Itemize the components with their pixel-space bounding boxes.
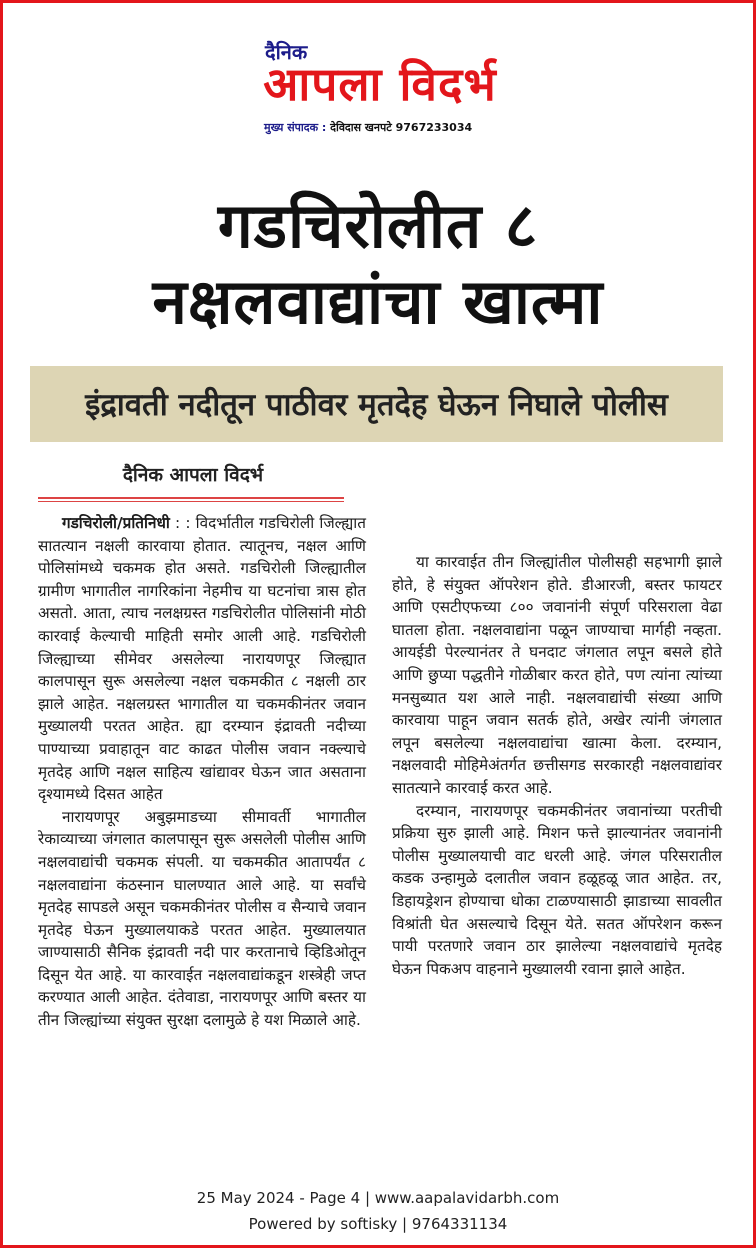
editor-name: देविदास खनपटे 9767233034	[330, 121, 473, 134]
article-paragraph	[38, 512, 366, 806]
subheadline-bar	[30, 366, 723, 442]
masthead-top-word: दैनिक	[265, 40, 308, 64]
article-paragraph-2: नारायणपूर अबुझमाडच्या सीमावर्ती भागातील रेकाव्याच्या जंगलात कालपासून सुरू असलेली पोलीस आणि नक्षलवाद्यांची चकमक संपली. या चकमकीत आतापर्यंत ८ नक्षलवाद्यांना कंठस्नान घालण्यात आले आहे. या सर्वांचे मृतदेह सापडले असून चकमकीनंतर पोलीस व सैन्याचे जवान मृतदेह घेऊन मुख्यालयाकडे परतत आहेत. मुख्यालयात जाण्यासाठी सैनिक इंद्रावती नदी पार करतानाचे व्हिडिओतून दिसून येत आहे. या कारवाईत नक्षलवाद्यांकडून शस्त्रेही जप्त करण्यात आली आहेत. दंतेवाडा, नारायणपूर आणि बस्तर या तीन जिल्ह्यांच्या संयुक्त सुरक्षा दलामुळे हे यश मिळाले आहे.	[38, 807, 366, 1030]
byline-divider-thin	[38, 501, 344, 502]
masthead-editor	[264, 120, 472, 135]
footer	[0, 1185, 756, 1237]
dateline: गडचिरोली/प्रतिनिधी	[62, 514, 170, 532]
article-paragraph-3: या कारवाईत तीन जिल्ह्यांतील पोलीसही सहभागी झाले होते, हे संयुक्त ऑपरेशन होते. डीआरजी, बस्तर फायटर आणि एसटीएफच्या ८०० जवानांनी संपूर्ण परिसराला वेढा घातला होता. नक्षलवाद्यांना पळून जाण्याचा मार्गही नव्हता. आयईडी पेरल्यानंतर ते घनदाट जंगलात लपून बसले होते आणि छुप्या पद्धतीने गोळीबार करत होते, पण त्यांना त्यांच्या मनसुब्यात यश आले नाही. नक्षलवाद्यांची संख्या आणि कारवाया पाहून जवान सतर्क होते, अखेर त्यांनी जंगलात लपून बसलेल्या नक्षलवाद्यांचा खात्मा केला. दरम्यान, नक्षलवादी मोहिमेअंतर्गत छत्तीसगड सरकारही नक्षलवाद्यांवर सातत्याने कारवाई करत आहे.	[392, 553, 722, 797]
article-column-left	[38, 512, 366, 1032]
byline: दैनिक आपला विदर्भ	[122, 464, 264, 486]
editor-label: मुख्य संपादक :	[264, 121, 327, 134]
paragraph-1-text: : : विदर्भातील गडचिरोली जिल्ह्यात सातत्यान नक्षली कारवाया होतात. त्यातूनच, नक्षल आणि पोलिसांमध्ये चकमक होत असते. गडचिरोली जिल्ह्यातील ग्रामीण भागातील नागरिकांना नेहमीच या घटनांचा त्रास होत असतो. आता, त्याच नलक्षग्रस्त गडचिरोलीत पोलिसांनी मोठी कारवाई केल्याची माहिती समोर आली आहे. गडचिरोली जिल्ह्याच्या सीमेवर असलेल्या नारायणपूर जिल्ह्यात कालपासून सुरू असलेल्या नक्षल चकमकीत ८ नक्षली ठार झाले आहेत. नक्षलग्रस्त भागातील या चकमकीनंतर जवान मुख्यालयी परतत आहेत. ह्या दरम्यान इंद्रावती नदीच्या पाण्याच्या प्रवाहातून वाट काढत पोलीस जवान नक्ल्याचे मृतदेह आणि नक्षल साहित्य खांद्यावर घेऊन जात असताना दृश्यामध्ये दिसत आहेत	[38, 514, 366, 804]
byline-divider	[38, 497, 344, 499]
subheadline: इंद्रावती नदीतून पाठीवर मृतदेह घेऊन निघाले पोलीस	[85, 387, 668, 423]
footer-powered-by: Powered by softisky | 9764331134	[248, 1215, 508, 1233]
headline	[20, 188, 736, 340]
headline-line-1: गडचिरोलीत ८	[217, 189, 539, 262]
headline-line-2: नक्षलवाद्यांचा खात्मा	[152, 265, 604, 338]
article-paragraph-4: दरम्यान, नारायणपूर चकमकीनंतर जवानांच्या परतीची प्रक्रिया सुरु झाली आहे. मिशन फत्ते झाल्यानंतर जवानांनी पोलीस मुख्यालयाची वाट धरली आहे. जंगल परिसरातील कडक उन्हामुळे दलातील जवान हळूहळू जात आहेत. तर, डिहायड्रेशन होण्याचा धोका टाळण्यासाठी झाडाच्या सावलीत विश्रांती घेत असल्याचे दिसून येते. सतत ऑपरेशन करून पायी परतणारे जवान ठार झालेल्या नक्षलवाद्यांचे मृतदेह घेऊन पिकअप वाहनाने मुख्यालयी रवाना झाले आहेत.	[392, 801, 722, 978]
footer-date-page-url: 25 May 2024 - Page 4 | www.aapalavidarbh.com	[196, 1189, 560, 1207]
article-column-right	[392, 461, 722, 980]
masthead-logo-title: आपला विदर्भ	[263, 57, 497, 111]
